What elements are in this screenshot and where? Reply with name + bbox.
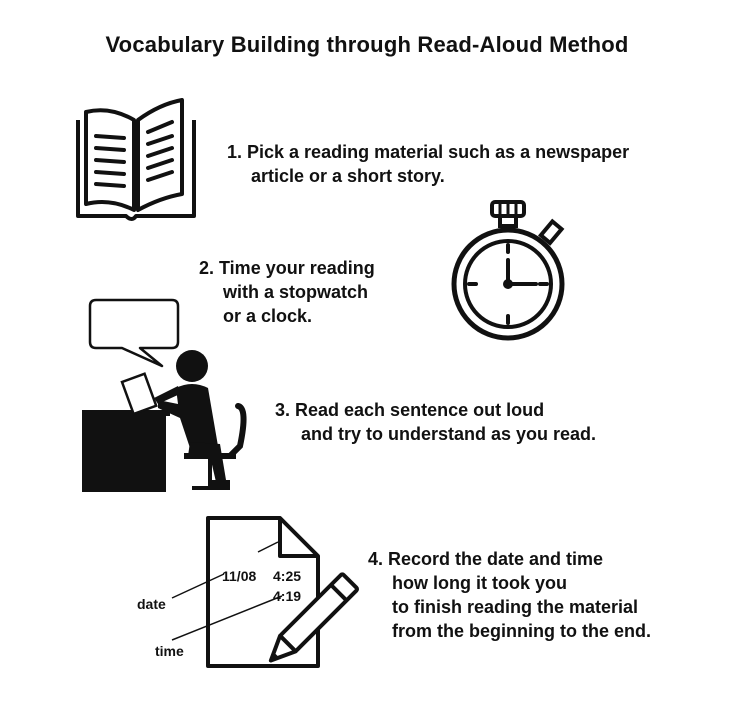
step-4-line-2: how long it took you [392, 573, 567, 593]
step-4-line-3: to finish reading the material [392, 597, 639, 617]
step-3-text [275, 398, 596, 446]
page-title: Vocabulary Building through Read-Aloud Method [105, 32, 629, 57]
record-date-value: 11/08 [222, 568, 257, 584]
record-time-value-1: 4:25 [273, 568, 302, 584]
date-label: date [137, 596, 166, 612]
step-2-line-3: or a clock. [223, 306, 313, 326]
time-label: time [155, 643, 184, 659]
open-book-icon [74, 98, 198, 222]
step-3-line-2: and try to understand as you read. [301, 424, 597, 444]
step-4-text [368, 547, 651, 643]
stopwatch-icon [448, 196, 574, 346]
step-1-line-2: article or a short story. [251, 166, 445, 186]
step-1-text [227, 140, 629, 188]
step-2-line-1: 2. Time your reading [199, 258, 375, 278]
record-time-value-2: 4:19 [273, 588, 302, 604]
step-4-line-1: 4. Record the date and time [368, 549, 604, 569]
step-4-line-4: from the beginning to the end. [392, 621, 651, 641]
step-1-line-1: 1. Pick a reading material such as a newspaper [227, 142, 630, 162]
step-3-line-1: 3. Read each sentence out loud [275, 400, 545, 420]
person-reading-at-desk-icon [80, 296, 250, 496]
step-2-line-2: with a stopwatch [223, 282, 369, 302]
